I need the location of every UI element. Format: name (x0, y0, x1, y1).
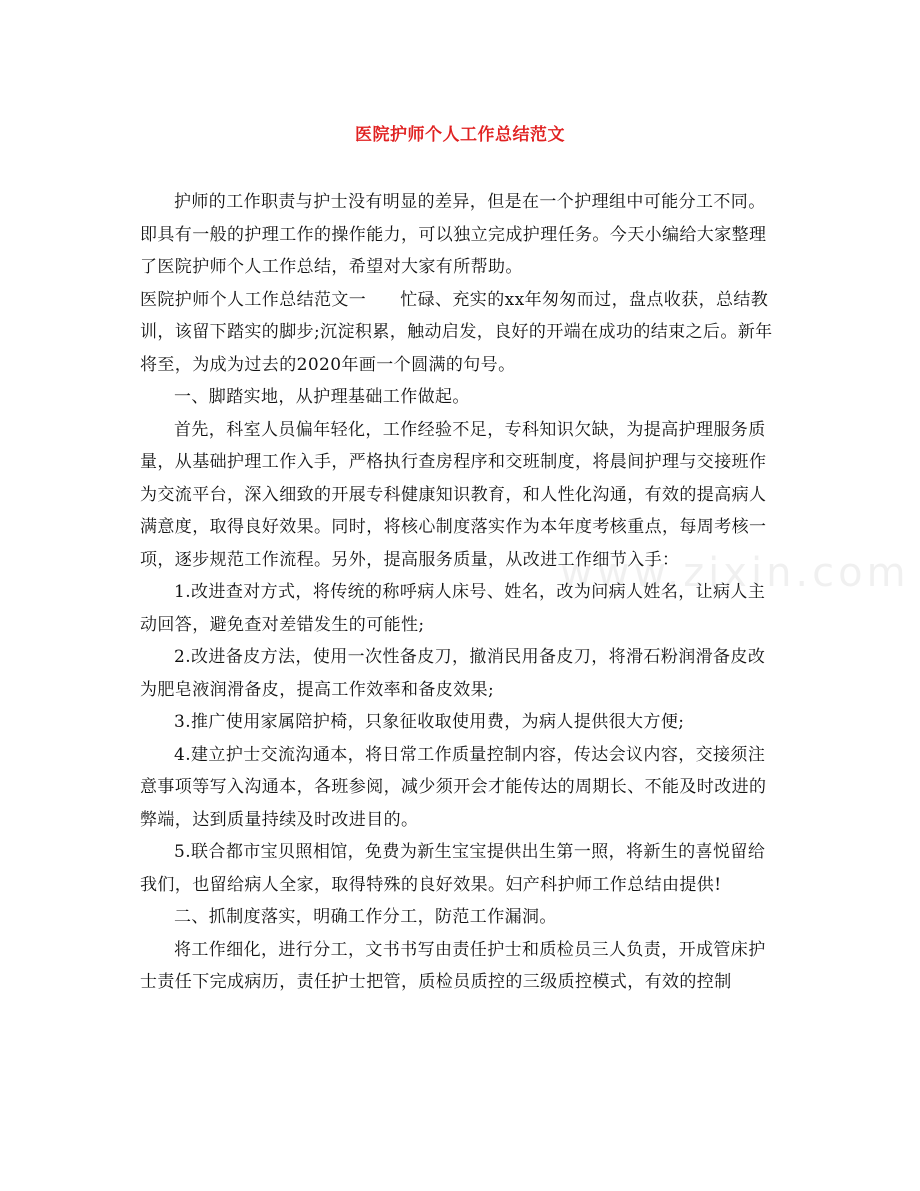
paragraph-1: 首先，科室人员偏年轻化，工作经验不足，专科知识欠缺，为提高护理服务质量，从基础护理工作入手，严格执行查房程序和交班制度，将晨间护理与交接班作为交流平台，深入细致的开展专科健康知识教育，和人性化沟通，有效的提高病人满意度，取得良好效果。同时，将核心制度落实作为本年度考核重点，每周考核一项，逐步规范工作流程。另外，提高服务质量，从改进工作细节入手： (140, 419, 767, 570)
list-item-5: 5.联合都市宝贝照相馆，免费为新生宝宝提供出生第一照，将新生的喜悦留给我们，也留给病人全家，取得特殊的良好效果。妇产科护师工作总结由提供! (140, 842, 766, 895)
section-paragraph (140, 284, 780, 382)
list-item-4: 4.建立护士交流沟通本，将日常工作质量控制内容，传达会议内容，交接须注意事项等写入沟通本，各班参阅，减少须开会才能传达的周期长、不能及时改进的弊端，达到质量持续及时改进目的。 (140, 744, 767, 830)
section-text: 忙碌、充实的xx年匆匆而过，盘点收获，总结教训，该留下踏实的脚步;沉淀积累，触动启发，良好的开端在成功的结束之后。新年将至，为成为过去的2020年画一个圆满的句号。 (140, 289, 773, 375)
intro-paragraph: 护师的工作职责与护士没有明显的差异，但是在一个护理组中可能分工不同。即具有一般的护理工作的操作能力，可以独立完成护理任务。今天小编给大家整理了医院护师个人工作总结，希望对大家有所帮助。 (140, 192, 767, 277)
list-item-3: 3.推广使用家属陪护椅，只象征收取使用费，为病人提供很大方便; (174, 712, 685, 732)
paragraph-2: 将工作细化，进行分工，文书书写由责任护士和质检员三人负责，开成管床护士责任下完成病历，责任护士把管，质检员质控的三级质控模式，有效的控制 (140, 939, 766, 992)
section-label: 医院护师个人工作总结范文一 (140, 289, 367, 310)
list-item-2: 2.改进备皮方法，使用一次性备皮刀，撤消民用备皮刀，将滑石粉润滑备皮改为肥皂液润滑备皮，提高工作效率和备皮效果; (140, 647, 766, 700)
document-title: 医院护师个人工作总结范文 (355, 125, 565, 145)
list-item-1: 1.改进查对方式，将传统的称呼病人床号、姓名，改为问病人姓名，让病人主动回答，避免查对差错发生的可能性; (140, 582, 766, 635)
watermark: www.zixin.com (560, 550, 910, 596)
heading-2: 二、抓制度落实，明确工作分工，防范工作漏洞。 (174, 907, 557, 927)
heading-1: 一、脚踏实地，从护理基础工作做起。 (174, 387, 470, 407)
document-body (140, 186, 780, 999)
